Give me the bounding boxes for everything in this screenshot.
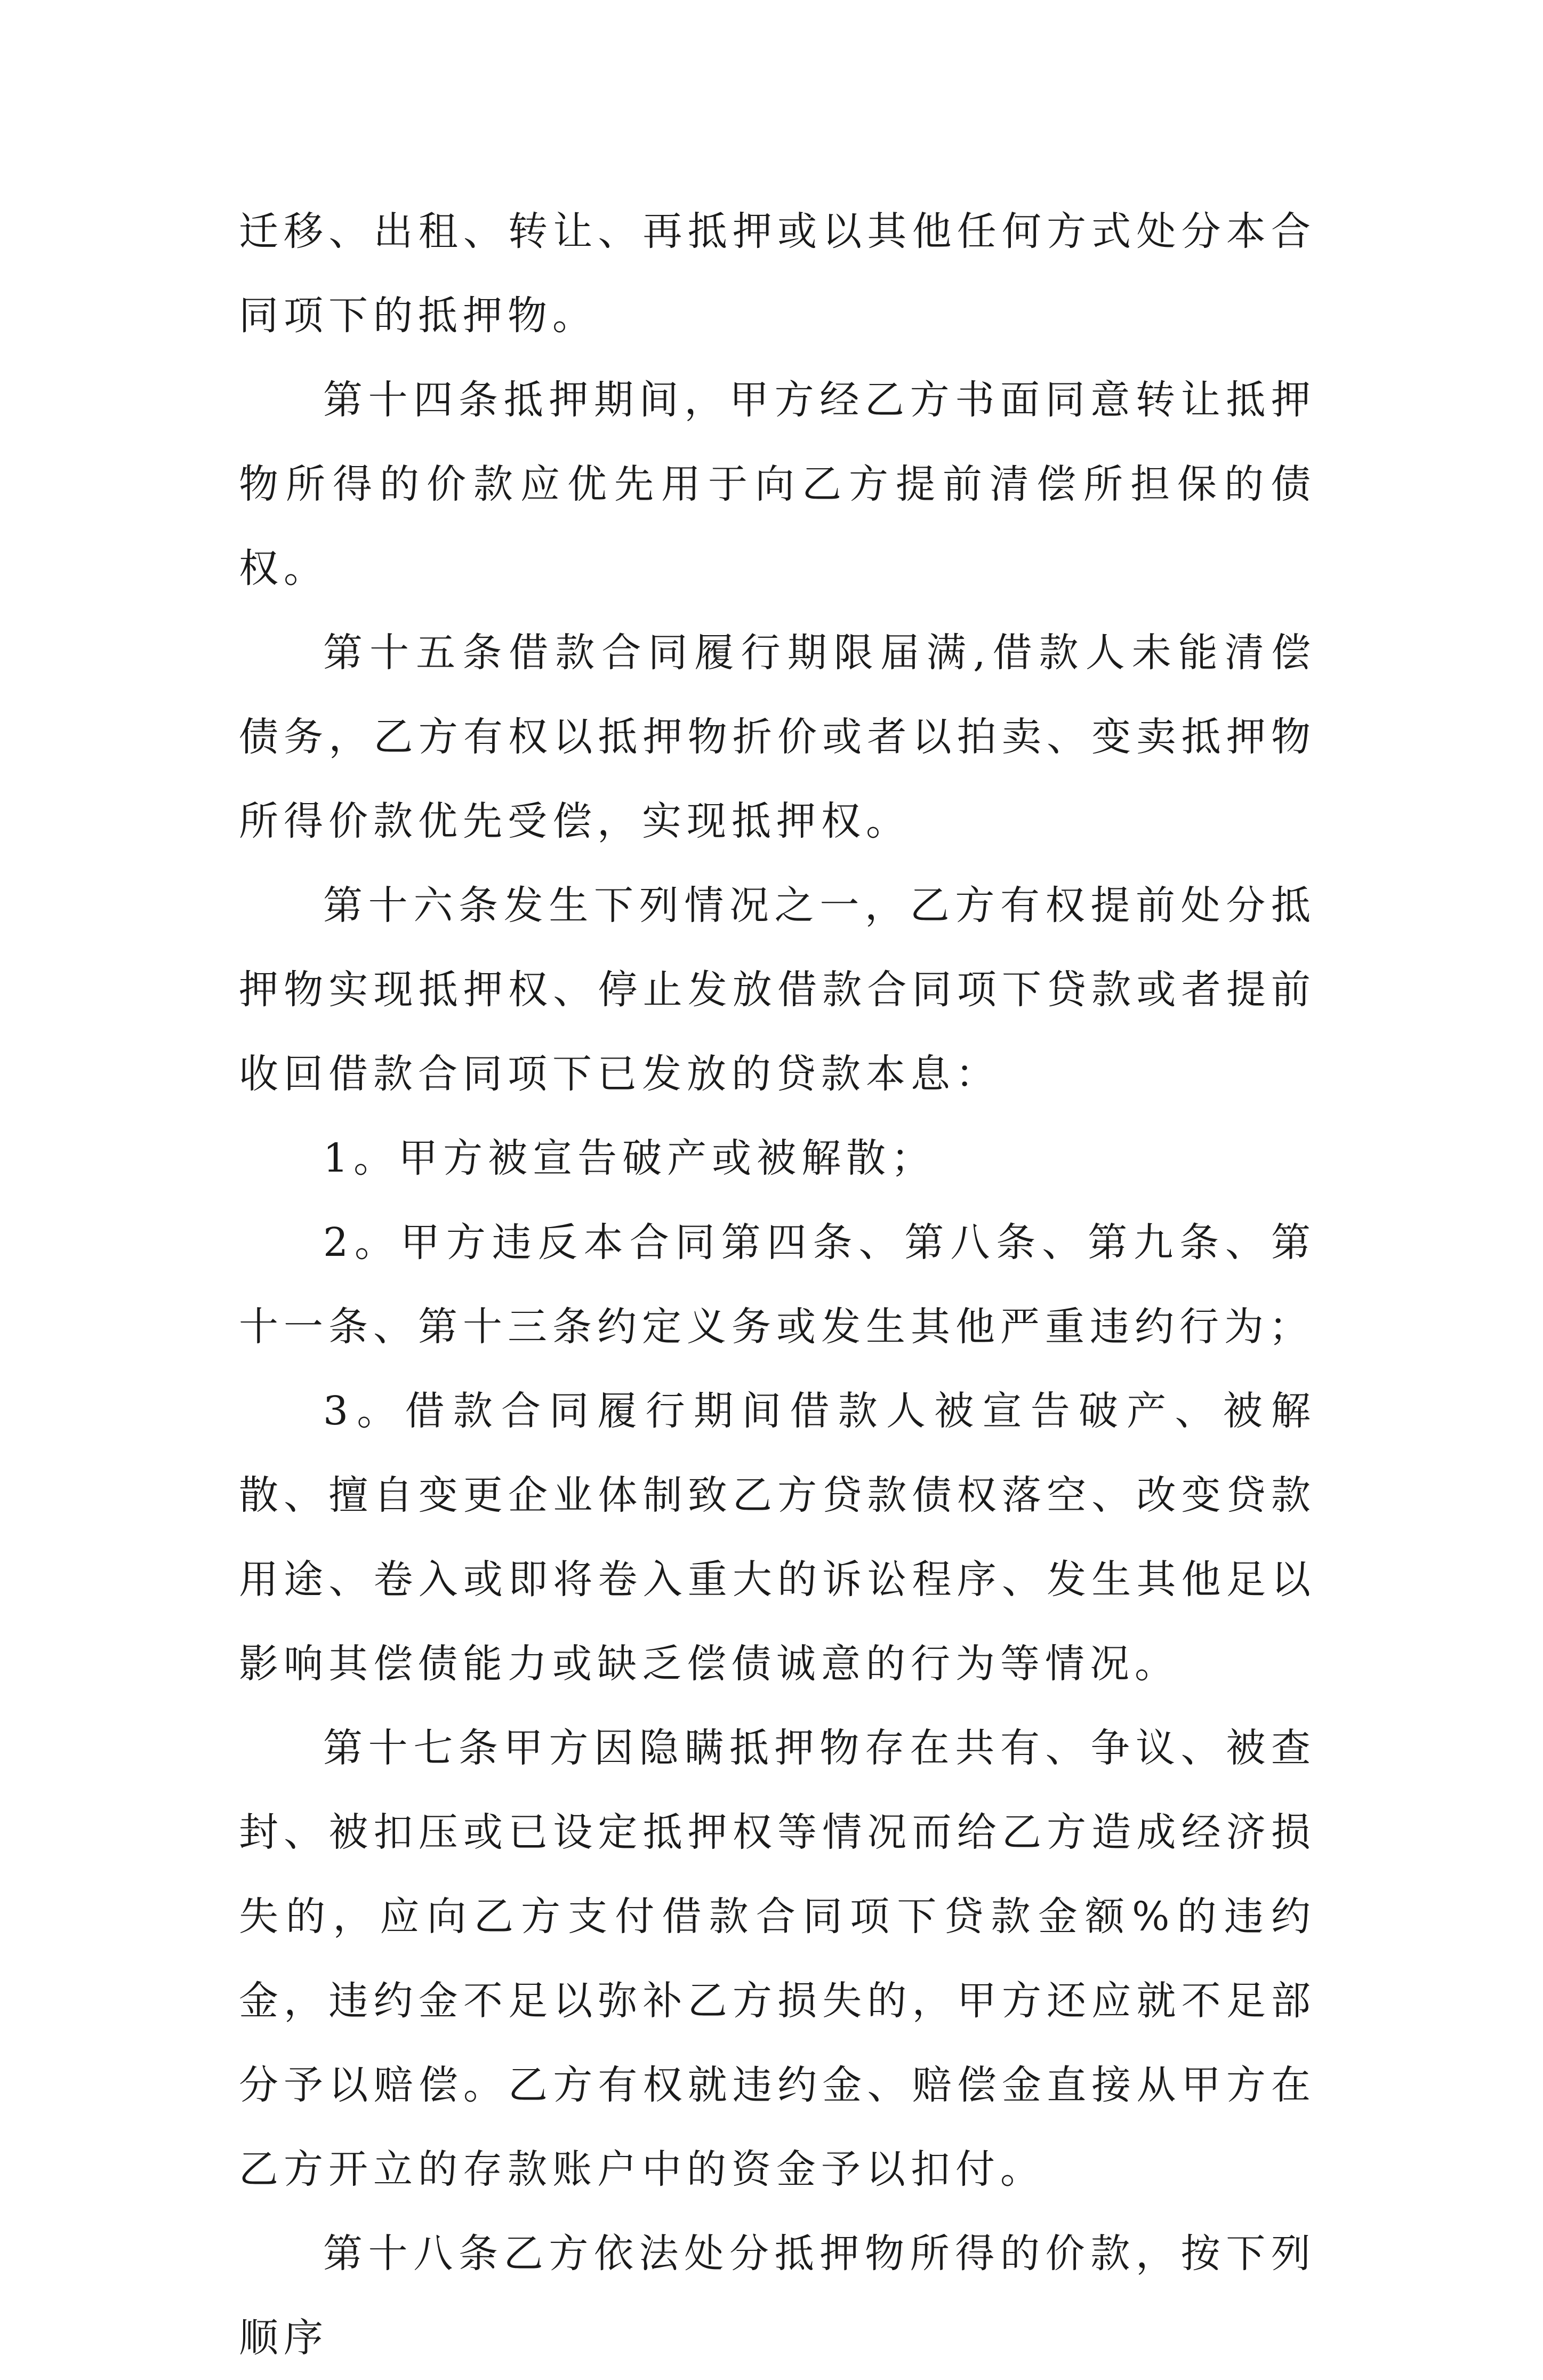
paragraph-continuation: 迁移、出租、转让、再抵押或以其他任何方式处分本合同项下的抵押物。	[239, 209, 1316, 339]
contract-body	[239, 189, 1316, 2380]
list-item-2: 2。甲方违反本合同第四条、第八条、第九条、第十一条、第十三条约定义务或发生其他严重违约行为；	[239, 1220, 1316, 1350]
list-item-3: 3。借款合同履行期间借款人被宣告破产、被解散、擅自变更企业体制致乙方贷款债权落空、改变贷款用途、卷入或即将卷入重大的诉讼程序、发生其他足以影响其偿债能力或缺乏偿债诚意的行为等情况。	[239, 1388, 1316, 1687]
paragraph-article-14: 第十四条抵押期间，甲方经乙方书面同意转让抵押物所得的价款应优先用于向乙方提前清偿所担保的债权。	[239, 377, 1316, 591]
paragraph-article-15: 第十五条借款合同履行期限届满,借款人未能清偿债务，乙方有权以抵押物折价或者以拍卖、变卖抵押物所得价款优先受偿，实现抵押权。	[239, 630, 1316, 844]
paragraph-article-18: 第十八条乙方依法处分抵押物所得的价款，按下列顺序	[239, 2231, 1316, 2361]
list-item-1: 1。甲方被宣告破产或被解散；	[323, 1135, 936, 1181]
paragraph-article-17: 第十七条甲方因隐瞒抵押物存在共有、争议、被查封、被扣压或已设定抵押权等情况而给乙方造成经济损失的，应向乙方支付借款合同项下贷款金额%的违约金，违约金不足以弥补乙方损失的，甲方还应就不足部分予以赔偿。乙方有权就违约金、赔偿金直接从甲方在乙方开立的存款账户中的资金予以扣付。	[239, 1725, 1316, 2192]
paragraph-article-16: 第十六条发生下列情况之一，乙方有权提前处分抵押物实现抵押权、停止发放借款合同项下贷款或者提前收回借款合同项下已发放的贷款本息：	[239, 883, 1316, 1097]
